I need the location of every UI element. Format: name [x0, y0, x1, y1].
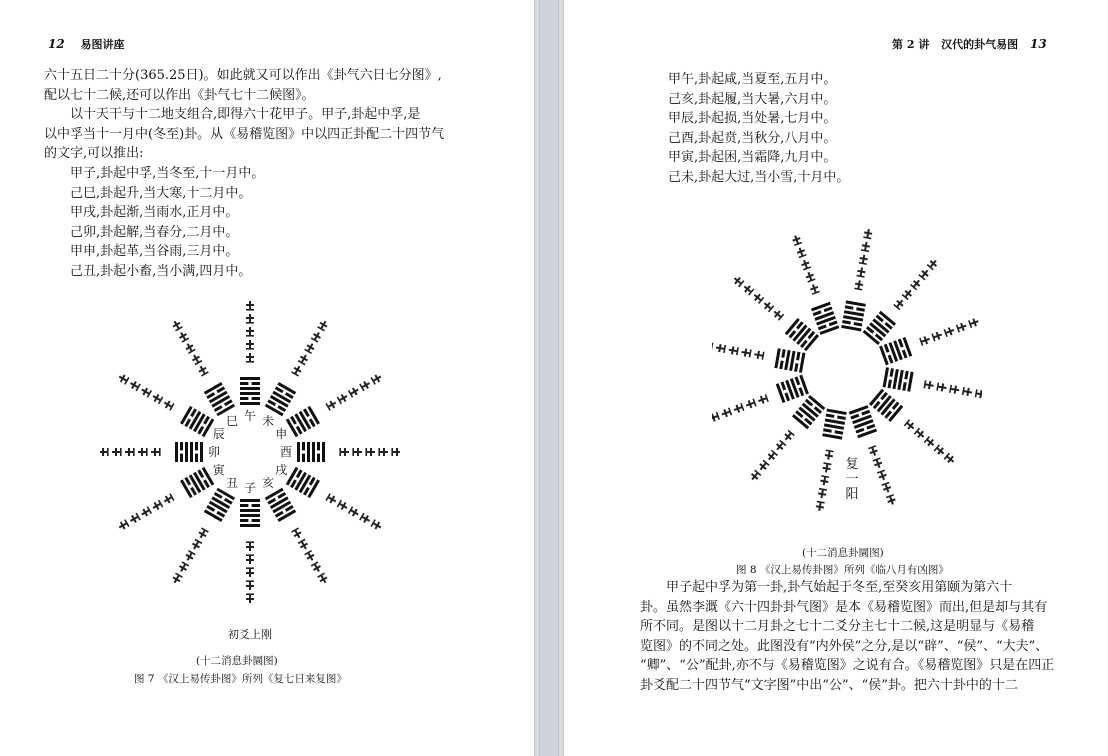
radial-text-column	[712, 341, 765, 360]
hexagram-mark	[204, 382, 235, 416]
hexagram-mark	[811, 302, 839, 335]
text-line: 六十五日二十分(365.25日)。如此就又可以作出《卦气六日七分图》,	[44, 68, 442, 83]
branch-label: 寅	[212, 463, 225, 477]
hexagram-mark	[265, 382, 296, 416]
figure-7-bottom-label: 初爻上刚	[228, 628, 272, 641]
page-number: 12	[48, 37, 65, 51]
text-line: “卿”、“公”配卦,亦不与《易稽览图》之说有合。《易稽览图》只是在四正	[640, 658, 1055, 674]
branch-label: 未	[261, 413, 275, 428]
hexagram-mark	[265, 488, 296, 522]
page-number: 13	[1030, 37, 1047, 51]
branch-label: 卯	[207, 445, 221, 459]
radial-text-column	[791, 234, 820, 295]
radial-text-column	[325, 373, 382, 411]
radial-text-column	[171, 319, 209, 376]
page-gutter	[534, 0, 564, 756]
branch-label: 酉	[279, 445, 293, 459]
radial-text-column	[117, 373, 174, 411]
radial-text-column	[325, 493, 382, 531]
text-line: 卦。虽然李溉《六十四卦卦气图》是本《易稽览图》而出,但是却与其有	[640, 599, 1048, 615]
radial-text-column	[117, 493, 174, 531]
figure-7-diagram	[100, 282, 400, 652]
text-line: 己未,卦起大过,当小雪,十月中。	[668, 169, 850, 185]
hexagram-mark	[849, 405, 877, 438]
hexagram-mark	[240, 499, 260, 527]
radial-text-column	[339, 448, 400, 456]
text-line: 卦爻配二十四节气“文字图”中出“公”、“侯”卦。把六十卦中的十二	[640, 677, 1018, 693]
radial-text-column	[171, 527, 209, 584]
hexagram-mark	[286, 406, 320, 437]
branch-label: 戌	[275, 463, 288, 477]
text-line: 己卯,卦起解,当春分,二月中。	[70, 224, 239, 240]
text-line: 的文字,可以推出:	[44, 146, 144, 162]
radial-text-column	[904, 419, 956, 465]
figure-8-diagram	[712, 190, 982, 535]
lecture-number: 第 2 讲	[892, 38, 930, 51]
text-line: 己酉,卦起贲,当秋分,八月中。	[668, 130, 837, 146]
hexagram-mark	[792, 395, 825, 429]
text-line: 所不同。是图以十二月卦之七十二爻分主七十二候,这是明显与《易稽	[640, 619, 1035, 635]
hexagram-mark	[883, 367, 914, 392]
radial-text-column	[923, 380, 982, 399]
text-line: 配以七十二候,还可以作出《卦气七十二候图》。	[44, 87, 315, 103]
hexagram-mark	[175, 442, 203, 462]
hexagram-mark	[863, 311, 896, 345]
right-body-text-bottom	[640, 578, 1054, 696]
hexagram-mark	[180, 406, 214, 437]
hexagram-mark	[822, 409, 847, 440]
hexagram-mark	[785, 318, 819, 351]
radial-text-column	[246, 301, 254, 363]
radial-text-column	[815, 449, 834, 511]
branch-label: 辰	[212, 427, 225, 441]
text-line: 己亥,卦起履,当大暑,六月中。	[668, 91, 837, 107]
left-body-text	[44, 66, 444, 282]
text-line: 甲申,卦起革,当谷雨,三月中。	[70, 244, 239, 260]
hexagram-mark	[879, 337, 912, 365]
branch-label: 申	[275, 427, 288, 441]
hexagram-mark	[776, 375, 809, 403]
figure-8-subtitle: (十二消息卦圜图)	[802, 547, 884, 559]
left-page-header	[48, 36, 125, 52]
radial-text-column	[291, 319, 329, 376]
radial-text-column	[732, 275, 784, 321]
right-body-text-top	[668, 70, 849, 188]
hexagram-mark	[841, 300, 866, 331]
hexagram-mark	[286, 467, 320, 498]
right-page	[564, 0, 1108, 756]
radial-text-column	[749, 430, 795, 482]
radial-text-column	[712, 394, 769, 423]
figure-8-caption: 图 8 《汉上易传卦图》所列《临八月有凶图》	[736, 564, 949, 576]
hexagram-mark	[204, 488, 235, 522]
figure-8-center-label: 一	[845, 472, 859, 487]
text-line: 甲午,卦起咸,当夏至,五月中。	[668, 72, 837, 87]
hexagram-mark	[774, 348, 805, 373]
text-line: 甲辰,卦起损,当处暑,七月中。	[668, 111, 837, 127]
chapter-title: 汉代的卦气易图	[941, 38, 1019, 51]
left-page	[0, 0, 534, 756]
text-line: 己丑,卦起小畜,当小满,四月中。	[70, 263, 252, 279]
branch-label: 亥	[261, 476, 275, 491]
hexagram-mark	[180, 467, 214, 498]
text-line: 以中孚当十一月中(冬至)卦。从《易稽览图》中以四正卦配二十四节气	[44, 126, 445, 142]
right-page-header	[892, 36, 1047, 52]
radial-text-column	[893, 258, 939, 310]
text-line: 甲戌,卦起渐,当雨水,正月中。	[70, 205, 239, 221]
radial-text-column	[854, 228, 873, 290]
radial-text-column	[919, 317, 980, 346]
hexagram-mark	[240, 377, 260, 405]
hexagram-mark	[869, 389, 903, 422]
text-line: 览图》的不同之处。此图没有“内外侯”之分,是以“辟”、“侯”、“大夫”、	[640, 638, 1049, 654]
figure-8-center-label: 阳	[845, 487, 859, 502]
radial-text-column	[100, 448, 161, 456]
branch-label: 巳	[225, 413, 239, 428]
text-line: 以十天干与十二地支组合,即得六十花甲子。甲子,卦起中孚,是	[70, 107, 421, 123]
branch-label: 午	[243, 409, 257, 423]
hexagram-mark	[297, 442, 325, 462]
vertical-scrollbar[interactable]	[539, 0, 559, 756]
radial-text-column	[291, 527, 329, 584]
radial-text-column	[246, 541, 254, 603]
book-title: 易图讲座	[80, 38, 125, 51]
figure-8-center-label: 复	[845, 457, 859, 472]
text-line: 甲子,卦起中孚,当冬至,十一月中。	[70, 165, 265, 181]
figure-7-caption: 图 7 《汉上易传卦图》所列《复七日来复图》	[134, 673, 347, 685]
branch-label: 丑	[225, 476, 239, 491]
text-line: 甲子起中孚为第一卦,卦气始起于冬至,至癸亥用第颐为第六十	[666, 580, 1013, 595]
radial-text-column	[868, 445, 897, 506]
text-line: 己巳,卦起升,当大寒,十二月中。	[70, 185, 252, 201]
figure-7-subtitle: (十二消息卦圜图)	[196, 655, 278, 667]
text-line: 甲寅,卦起困,当霜降,九月中。	[668, 150, 837, 166]
branch-label: 子	[243, 481, 257, 495]
